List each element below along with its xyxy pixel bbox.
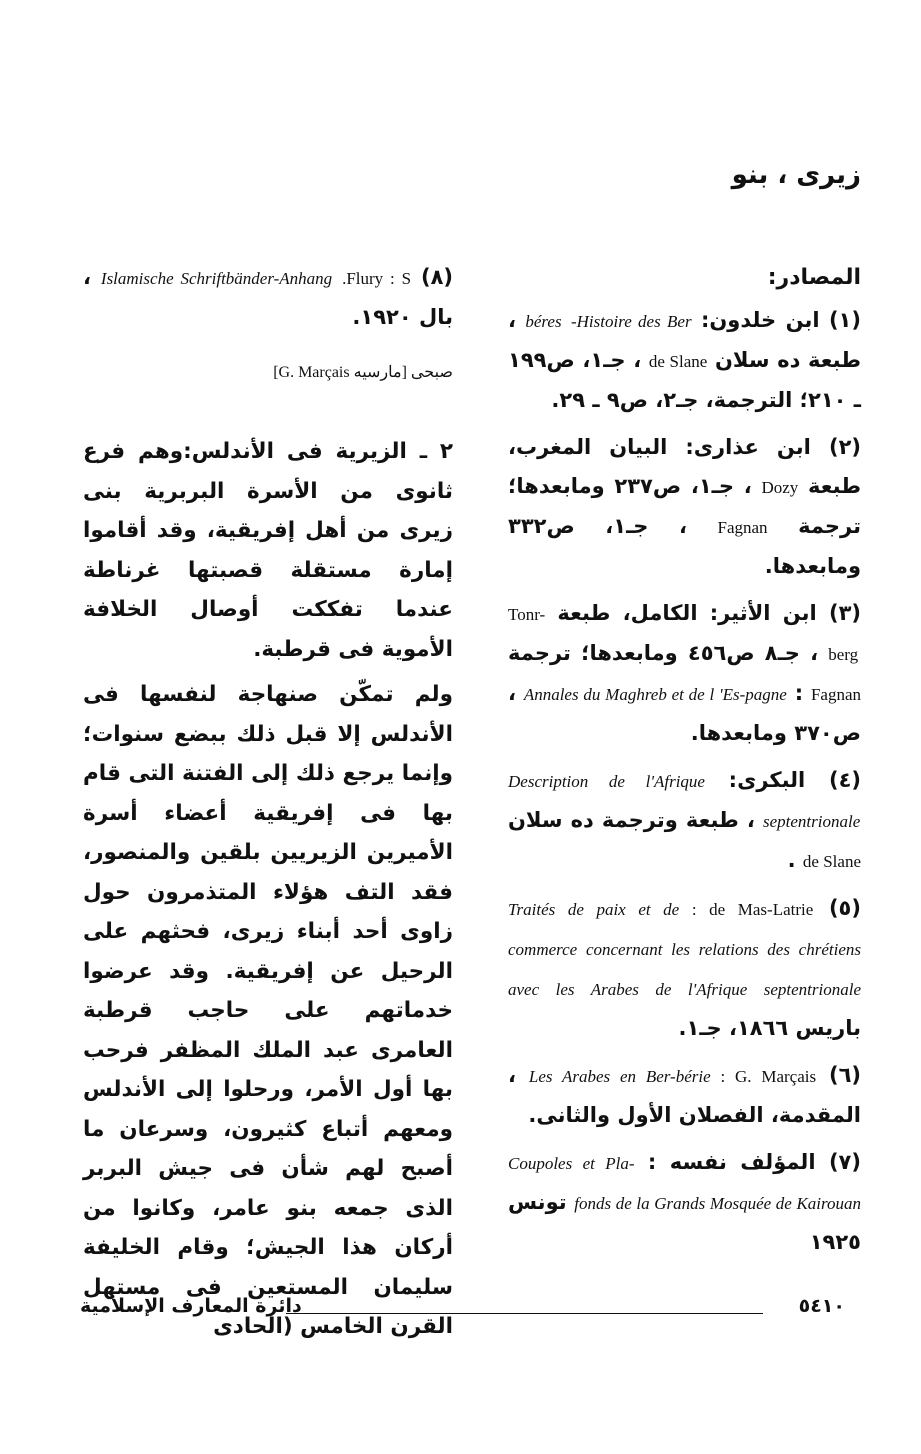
article-column [83, 258, 453, 1353]
source-6: (٦) G. Marçais : Les Arabes en Ber-bérie ، المقدمة، الفصلان الأول والثانى. [508, 1063, 862, 1127]
footer-page-number: ٥٤١٠ [798, 1295, 845, 1317]
source-5: (٥) de Mas-Latrie : Traités de paix et de commerce concernant les relations des chrétiens avec les Arabes de l'Afrique septentrionale باريس ١٨٦٦، جـ١. [508, 896, 861, 1040]
page-header-title: زيرى ، بنو [731, 160, 861, 190]
page-footer [80, 1295, 845, 1325]
source-1: (١) ابن خلدون: Histoire des Ber- béres ، طبعة ده سلان de Slane ، جـ١، ص١٩٩ ـ ٢١٠؛ الترجمة، جـ٢، ص٩ ـ ٢٩. [508, 308, 861, 412]
sources-column [508, 258, 861, 1270]
author-signature: صبحى [مارسيه G. Marçais] [273, 364, 453, 381]
source-3: (٣) ابن الأثير: الكامل، طبعة Tonr-berg ، جـ٨ ص٤٥٦ ومابعدها؛ ترجمة Fagnan : Annales du Maghreb et de l 'Es-pagne ، ص٣٧٠ ومابعدها. [508, 601, 861, 745]
sources-heading: المصادر: [767, 265, 861, 290]
source-8: (٨) Flury : S. Islamische Schriftbänder-Anhang ، بال ١٩٢٠. [83, 265, 454, 329]
source-4: (٤) البكرى: Description de l'Afrique septentrionale ، طبعة وترجمة ده سلان de Slane . [508, 768, 861, 872]
footer-publication-title: دائرة المعارف الإسلامية [80, 1295, 302, 1317]
article-paragraph-1: ٢ ـ الزيرية فى الأندلس:وهم فرع ثانوى من الأسرة البربرية بنى زيرى من أهل إفريقية، وقد أقاموا إمارة مستقلة قصبتها غرناطة عندما تفككت أوصال الخلافة الأموية فى قرطبة. [83, 439, 453, 662]
source-7: (٧) المؤلف نفسه : Coupoles et Pla-fonds de la Grands Mosquée de Kairouan تونس ١٩٢٥ [508, 1150, 862, 1254]
article-paragraph-2: ولم تمكّن صنهاجة لنفسها فى الأندلس إلا قبل ذلك ببضع سنوات؛ وإنما يرجع ذلك إلى الفتنة التى قام بها فى إفريقية أعضاء أسرة الأميرين الزيريين بلقين والمنصور، فقد التف هؤلاء المتذمرون حول زاوى أحد أبناء زيرى، فحثهم على الرحيل عن إفريقية. وقد عرضوا خدماتهم على حاجب قرطبة العامرى عبد الملك المظفر فرحب بها أول الأمر، ورحلوا إلى الأندلس ومعهم أتباع كثيرون، وسرعان ما أصبح لهم شأن فى جيش البربر الذى جمعه بنو عامر، وكانوا من أركان هذا الجيش؛ وقام الخليفة سليمان المستعين فى مستهل القرن الخامس (الحادى [83, 682, 453, 1339]
footer-rule [286, 1313, 763, 1314]
source-2: (٢) ابن عذارى: البيان المغرب، طبعة Dozy ، جـ١، ص٢٣٧ ومابعدها؛ ترجمة Fagnan ، جـ١، ص٣٣٢ ومابعدها. [508, 435, 862, 578]
